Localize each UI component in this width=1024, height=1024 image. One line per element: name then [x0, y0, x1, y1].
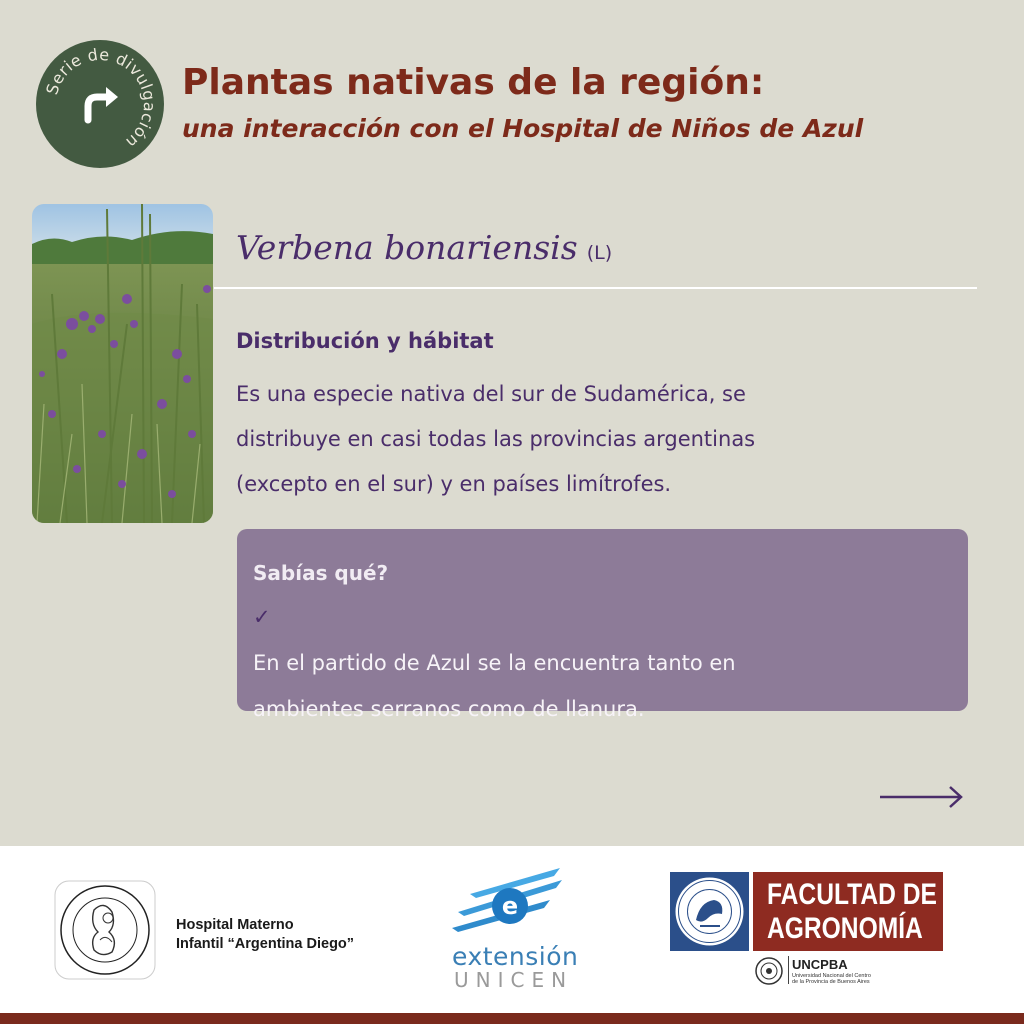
series-badge — [36, 40, 164, 168]
fact-box — [237, 529, 968, 721]
footer-bar — [0, 1013, 1024, 1024]
university-subtitle: Universidad Nacional del Centro de la Provincia de Buenos Aires — [792, 973, 871, 985]
university-divider — [788, 956, 789, 984]
section-line: distribuye en casi todas las provincias argentinas — [236, 427, 756, 451]
plant-photo — [32, 204, 213, 523]
section-heading: Distribución y hábitat — [236, 329, 494, 353]
university-name: UNCPBA — [792, 957, 848, 972]
extension-logo — [450, 866, 570, 946]
faculty-line-1: FACULTAD DE — [767, 878, 937, 911]
curved-arrow-icon — [88, 87, 118, 120]
check-icon: ✓ — [253, 605, 271, 629]
section-line: Es una especie nativa del sur de Sudamérica, se — [236, 382, 746, 406]
divider — [214, 287, 977, 289]
faculty-line-2: AGRONOMÍA — [767, 912, 923, 945]
badge-text: Serie de divulgación — [42, 44, 160, 153]
fact-line: ambientes serranos como de llanura. — [253, 697, 645, 721]
hospital-logo — [54, 880, 156, 980]
svg-text:e: e — [501, 892, 519, 920]
faculty-name-block — [753, 872, 943, 951]
hospital-name: Hospital Materno Infantil “Argentina Diego” — [176, 917, 355, 952]
next-arrow-icon[interactable] — [878, 783, 964, 811]
fact-box-text — [253, 594, 736, 732]
faculty-seal — [670, 872, 749, 951]
fact-box-heading: Sabías qué? — [253, 561, 389, 585]
page-subtitle: una interacción con el Hospital de Niños de Azul — [182, 114, 864, 143]
extension-word: extensión — [452, 942, 579, 971]
page-title: Plantas nativas de la región: — [182, 62, 765, 103]
species-name — [236, 228, 612, 267]
fact-line: En el partido de Azul se la encuentra tanto en — [253, 651, 736, 675]
section-line: (excepto en el sur) y en países limítrofes. — [236, 472, 672, 496]
university-seal-icon — [754, 956, 784, 986]
extension-sub: UNICEN — [454, 968, 574, 992]
species-author: (L) — [586, 242, 613, 264]
section-text — [236, 372, 886, 507]
scientific-name: Verbena bonariensis — [236, 228, 578, 267]
badge-graphic — [36, 40, 164, 168]
